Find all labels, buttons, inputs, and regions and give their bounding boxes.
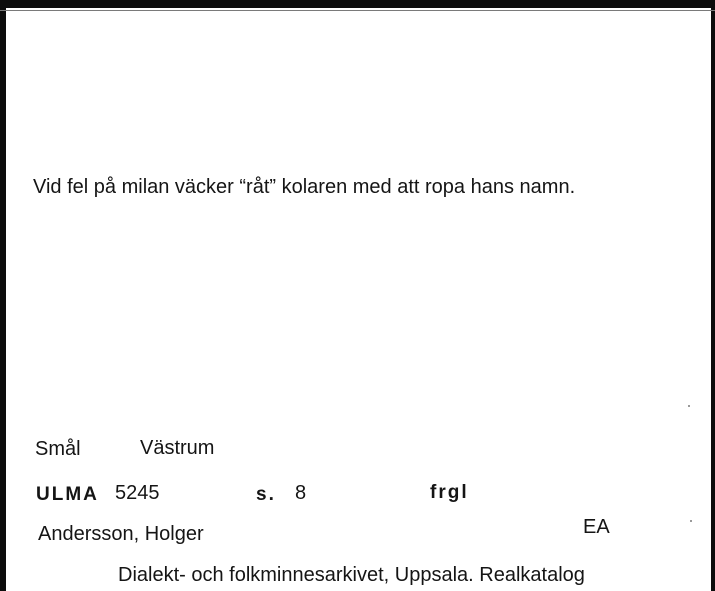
- page-number: 8: [295, 482, 307, 504]
- informant-code: EA: [583, 516, 610, 538]
- institution-footer: Dialekt- och folkminnesarkivet, Uppsala. Realkatalog: [118, 564, 585, 586]
- scan-speck: [688, 405, 690, 407]
- type-code: frgl: [430, 482, 469, 503]
- scan-speck: [690, 520, 692, 522]
- card-border-right: [711, 0, 715, 591]
- province-label: Smål: [35, 438, 81, 460]
- card-inner-line: [0, 10, 715, 11]
- archive-number: 5245: [115, 482, 160, 504]
- page-label: s.: [256, 484, 276, 505]
- card-border-left: [0, 0, 6, 591]
- parish-label: Västrum: [140, 437, 215, 459]
- archive-label: ULMA: [36, 484, 99, 505]
- informant-name: Andersson, Holger: [38, 523, 204, 545]
- record-text: Vid fel på milan väcker “råt” kolaren med att ropa hans namn.: [33, 176, 576, 198]
- card-border-top: [0, 0, 715, 8]
